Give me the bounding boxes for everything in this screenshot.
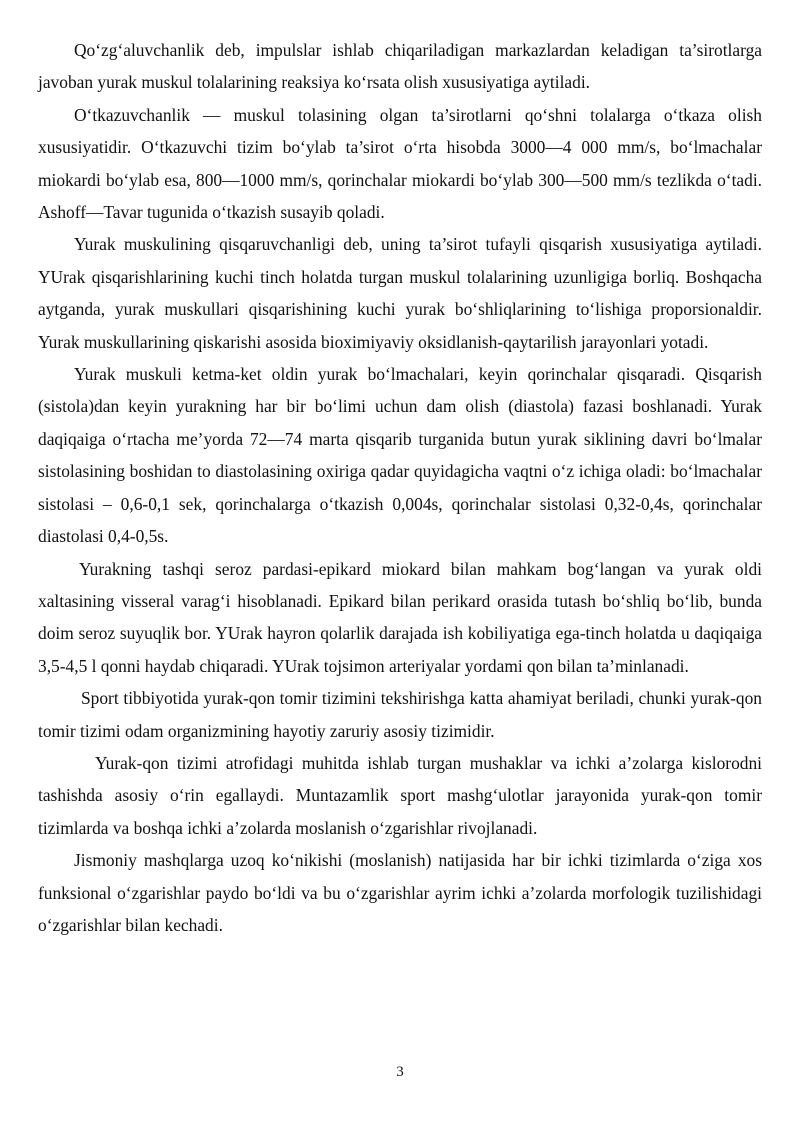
paragraph-cardiac-cycle: Yurak muskuli ketma-ket oldin yurak bo‘lmachalari, keyin qorinchalar qisqaradi. Qisqarish (sistola)dan keyin yurakning har bir bo‘limi uchun dam olish (diastola) fazasi boshlanadi. Yurak daqiqaiga o‘rtacha me’yorda 72—74 marta qisqarib turganida butun yurak siklining davri bo‘lmalar sistolasining boshidan to diastolasining oxiriga qadar quyidagicha vaqtni o‘z ichiga oladi: bo‘lmachalar sistolasi – 0,6-0,1 sek, qorinchalarga o‘tkazish 0,004s, qorinchalar sistolasi 0,32-0,4s, qorinchalar diastolasi 0,4-0,5s. [38, 364, 762, 547]
page-number: 3 [396, 1064, 404, 1080]
paragraph-contractility: Yurak muskulining qisqaruvchanligi deb, uning ta’sirot tufayli qisqarish xususiyatiga aytiladi. YUrak qisqarishlarining kuchi tinch holatda turgan muskul tolalarining uzunligiga borliq. Boshqacha aytganda, yurak muskullari qisqarishining kuchi yurak bo‘shliqlarining to‘lishiga proporsionaldir. Yurak muskullarining qiskarishi asosida bioximiyaviy oksidlanish-qaytarilish jarayonlari yotadi. [38, 234, 762, 352]
paragraph-epicardium: Yurakning tashqi seroz pardasi-epikard miokard bilan mahkam bog‘langan va yurak oldi xaltasining visseral varag‘i hisoblanadi. Epikard bilan perikard orasida tutash bo‘shliq bo‘lib, bunda doim seroz suyuqlik bor. YUrak hayron qolarlik darajada ish kobiliyatiga ega-tinch holatda u daqiqaiga 3,5-4,5 l qonni haydab chiqaradi. YUrak tojsimon arteriyalar yordami qon bilan ta’minlanadi. [38, 558, 762, 676]
paragraph-sports-medicine: Sport tibbiyotida yurak-qon tomir tizimini tekshirishga katta ahamiyat beriladi, chunki yurak-qon tomir tizimi odam organizmining hayotiy zaruriy asosiy tizimidir. [38, 688, 762, 741]
paragraph-oxygen-transport: Yurak-qon tizimi atrofidagi muhitda ishlab turgan mushaklar va ichki a’zolarga kislorodni tashishda asosiy o‘rin egallaydi. Muntazamlik sport mashg‘ulotlar jarayonida yurak-qon tomir tizimlarda va boshqa ichki a’zolarda moslanish o‘zgarishlar rivojlanadi. [38, 752, 762, 838]
document-page [38, 34, 762, 941]
paragraph-conductivity: O‘tkazuvchanlik — muskul tolasining olgan ta’sirotlarni qo‘shni tolalarga o‘tkaza olish xususiyatidir. O‘tkazuvchi tizim bo‘ylab ta’sirot o‘rta hisobda 3000—4 000 mm/s, bo‘lmachalar miokardi bo‘ylab esa, 800—1000 mm/s, qorinchalar miokardi bo‘ylab 300—500 mm/s tezlikda o‘tadi. Ashoff—Tavar tugunida o‘tkazish susayib qoladi. [38, 104, 762, 223]
paragraph-adaptation: Jismoniy mashqlarga uzoq ko‘nikishi (moslanish) natijasida har bir ichki tizimlarda o‘ziga xos funksional o‘zgarishlar paydo bo‘ldi va bu o‘zgarishlar ayrim ichki a’zolarda morfologik tuzilishidagi o‘zgarishlar bilan kechadi. [38, 850, 762, 935]
paragraph-excitability: Qo‘zg‘aluvchanlik deb, impulslar ishlab chiqariladigan markazlardan keladigan ta’sirotlarga javoban yurak muskul tolalarining reaksiya ko‘rsata olish xususiyatiga aytiladi. [38, 40, 762, 93]
